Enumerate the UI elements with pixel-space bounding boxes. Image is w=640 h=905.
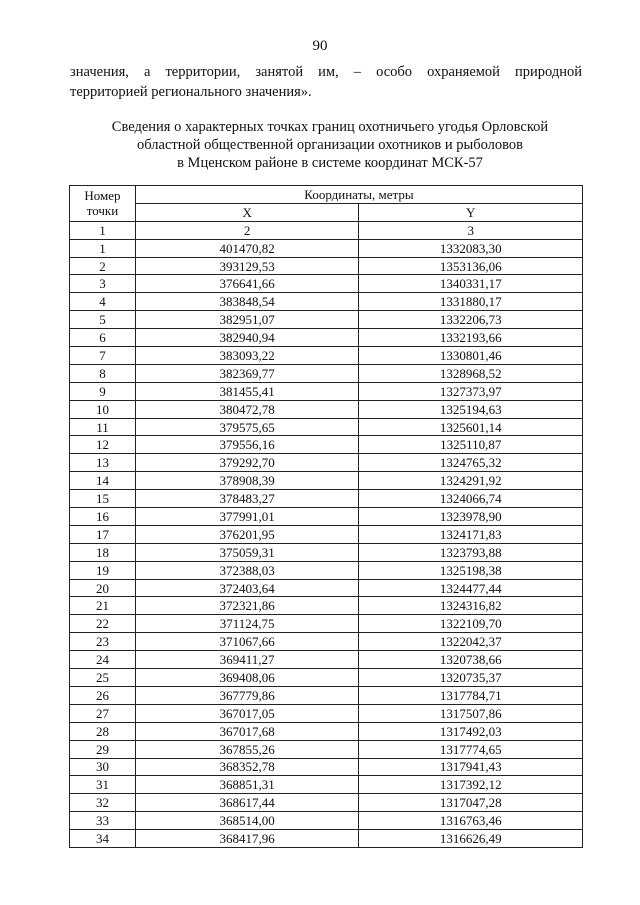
column-number: 2: [135, 221, 359, 239]
point-number-cell: 14: [70, 472, 136, 490]
y-coordinate-cell: 1331880,17: [359, 293, 583, 311]
y-coordinate-cell: 1327373,97: [359, 382, 583, 400]
y-coordinate-cell: 1323793,88: [359, 543, 583, 561]
y-header: Y: [359, 203, 583, 221]
x-coordinate-cell: 382951,07: [135, 311, 359, 329]
x-coordinate-cell: 377991,01: [135, 508, 359, 526]
point-number-cell: 19: [70, 561, 136, 579]
table-row: [70, 651, 583, 669]
table-row: [70, 597, 583, 615]
table-row: [70, 722, 583, 740]
y-coordinate-cell: 1325198,38: [359, 561, 583, 579]
table-row: [70, 293, 583, 311]
table-row: [70, 830, 583, 848]
table-body: [70, 239, 583, 847]
table-row: [70, 275, 583, 293]
x-coordinate-cell: 367855,26: [135, 740, 359, 758]
table-row: [70, 400, 583, 418]
y-coordinate-cell: 1322042,37: [359, 633, 583, 651]
y-coordinate-cell: 1317492,03: [359, 722, 583, 740]
table-heading: [60, 118, 600, 172]
point-number-cell: 5: [70, 311, 136, 329]
column-numbers-row: [70, 221, 583, 239]
x-coordinate-cell: 383093,22: [135, 347, 359, 365]
table-row: [70, 347, 583, 365]
point-number-cell: 21: [70, 597, 136, 615]
intro-line: территорией регионального значения».: [70, 84, 312, 100]
y-coordinate-cell: 1317941,43: [359, 758, 583, 776]
table-row: [70, 257, 583, 275]
x-coordinate-cell: 376201,95: [135, 525, 359, 543]
table-row: [70, 579, 583, 597]
table-row: [70, 454, 583, 472]
point-number-cell: 32: [70, 794, 136, 812]
column-number: 3: [359, 221, 583, 239]
x-coordinate-cell: 368417,96: [135, 830, 359, 848]
y-coordinate-cell: 1324291,92: [359, 472, 583, 490]
point-number-cell: 27: [70, 704, 136, 722]
x-coordinate-cell: 401470,82: [135, 239, 359, 257]
point-number-cell: 34: [70, 830, 136, 848]
intro-line: значения, а территории, занятой им, – особо охраняемой природной: [70, 64, 582, 80]
table-row: [70, 561, 583, 579]
table-row: [70, 633, 583, 651]
point-number-cell: 16: [70, 508, 136, 526]
point-number-header-line: точки: [86, 203, 119, 219]
point-number-cell: 26: [70, 686, 136, 704]
x-coordinate-cell: 393129,53: [135, 257, 359, 275]
x-coordinate-cell: 378483,27: [135, 490, 359, 508]
point-number-cell: 1: [70, 239, 136, 257]
table-row: [70, 490, 583, 508]
table-row: [70, 382, 583, 400]
y-coordinate-cell: 1324477,44: [359, 579, 583, 597]
y-coordinate-cell: 1324171,83: [359, 525, 583, 543]
coordinates-table: [69, 185, 583, 848]
table-row: [70, 794, 583, 812]
point-number-cell: 28: [70, 722, 136, 740]
y-coordinate-cell: 1332193,66: [359, 329, 583, 347]
y-coordinate-cell: 1320735,37: [359, 669, 583, 687]
x-coordinate-cell: 369411,27: [135, 651, 359, 669]
y-coordinate-cell: 1317047,28: [359, 794, 583, 812]
y-coordinate-cell: 1316626,49: [359, 830, 583, 848]
table-row: [70, 776, 583, 794]
y-coordinate-cell: 1317507,86: [359, 704, 583, 722]
page-number: 90: [312, 38, 328, 54]
x-coordinate-cell: 381455,41: [135, 382, 359, 400]
x-coordinate-cell: 379575,65: [135, 418, 359, 436]
y-coordinate-cell: 1324316,82: [359, 597, 583, 615]
column-number: 1: [70, 221, 136, 239]
x-coordinate-cell: 382369,77: [135, 364, 359, 382]
x-coordinate-cell: 371067,66: [135, 633, 359, 651]
table-row: [70, 436, 583, 454]
y-coordinate-cell: 1322109,70: [359, 615, 583, 633]
y-coordinate-cell: 1353136,06: [359, 257, 583, 275]
x-coordinate-cell: 375059,31: [135, 543, 359, 561]
x-coordinate-cell: 376641,66: [135, 275, 359, 293]
y-coordinate-cell: 1317784,71: [359, 686, 583, 704]
table-row: [70, 329, 583, 347]
point-number-cell: 33: [70, 812, 136, 830]
table-row: [70, 669, 583, 687]
table-row: [70, 704, 583, 722]
point-number-cell: 7: [70, 347, 136, 365]
x-coordinate-cell: 367017,68: [135, 722, 359, 740]
heading-line: областной общественной организации охотников и рыболовов: [137, 137, 523, 153]
table-row: [70, 812, 583, 830]
heading-line: в Мценском районе в системе координат МСК-57: [177, 155, 483, 171]
table-row: [70, 525, 583, 543]
x-coordinate-cell: 380472,78: [135, 400, 359, 418]
table-row: [70, 543, 583, 561]
point-number-cell: 13: [70, 454, 136, 472]
x-coordinate-cell: 368514,00: [135, 812, 359, 830]
x-coordinate-cell: 382940,94: [135, 329, 359, 347]
point-number-cell: 20: [70, 579, 136, 597]
coordinates-header: Координаты, метры: [135, 186, 582, 204]
table-row: [70, 686, 583, 704]
x-coordinate-cell: 368352,78: [135, 758, 359, 776]
point-number-cell: 31: [70, 776, 136, 794]
y-coordinate-cell: 1330801,46: [359, 347, 583, 365]
y-coordinate-cell: 1325194,63: [359, 400, 583, 418]
x-coordinate-cell: 372403,64: [135, 579, 359, 597]
y-coordinate-cell: 1325601,14: [359, 418, 583, 436]
point-number-cell: 3: [70, 275, 136, 293]
y-coordinate-cell: 1317392,12: [359, 776, 583, 794]
y-coordinate-cell: 1340331,17: [359, 275, 583, 293]
x-coordinate-cell: 371124,75: [135, 615, 359, 633]
table-row: [70, 239, 583, 257]
intro-paragraph: [70, 62, 582, 102]
x-header: X: [135, 203, 359, 221]
point-number-cell: 22: [70, 615, 136, 633]
x-coordinate-cell: 372321,86: [135, 597, 359, 615]
y-coordinate-cell: 1317774,65: [359, 740, 583, 758]
x-coordinate-cell: 379292,70: [135, 454, 359, 472]
table-row: [70, 615, 583, 633]
point-number-cell: 10: [70, 400, 136, 418]
point-number-cell: 8: [70, 364, 136, 382]
x-coordinate-cell: 369408,06: [135, 669, 359, 687]
point-number-cell: 24: [70, 651, 136, 669]
y-coordinate-cell: 1332206,73: [359, 311, 583, 329]
x-coordinate-cell: 378908,39: [135, 472, 359, 490]
point-number-cell: 4: [70, 293, 136, 311]
table-header-row: [70, 203, 583, 221]
table-header-row: [70, 186, 583, 204]
point-number-cell: 12: [70, 436, 136, 454]
heading-line: Сведения о характерных точках границ охотничьего угодья Орловской: [111, 119, 549, 135]
table-row: [70, 472, 583, 490]
point-number-cell: 25: [70, 669, 136, 687]
y-coordinate-cell: 1316763,46: [359, 812, 583, 830]
point-number-cell: 18: [70, 543, 136, 561]
x-coordinate-cell: 367779,86: [135, 686, 359, 704]
x-coordinate-cell: 379556,16: [135, 436, 359, 454]
point-number-header-line: Номер: [84, 188, 121, 204]
table-row: [70, 740, 583, 758]
x-coordinate-cell: 367017,05: [135, 704, 359, 722]
point-number-cell: 23: [70, 633, 136, 651]
table-row: [70, 418, 583, 436]
table-row: [70, 508, 583, 526]
point-number-cell: 15: [70, 490, 136, 508]
y-coordinate-cell: 1325110,87: [359, 436, 583, 454]
table-row: [70, 311, 583, 329]
point-number-cell: 11: [70, 418, 136, 436]
table-row: [70, 758, 583, 776]
x-coordinate-cell: 368617,44: [135, 794, 359, 812]
x-coordinate-cell: 383848,54: [135, 293, 359, 311]
point-number-header: [70, 186, 136, 222]
y-coordinate-cell: 1324765,32: [359, 454, 583, 472]
point-number-cell: 2: [70, 257, 136, 275]
x-coordinate-cell: 372388,03: [135, 561, 359, 579]
y-coordinate-cell: 1328968,52: [359, 364, 583, 382]
point-number-cell: 29: [70, 740, 136, 758]
point-number-cell: 17: [70, 525, 136, 543]
point-number-cell: 30: [70, 758, 136, 776]
point-number-cell: 6: [70, 329, 136, 347]
y-coordinate-cell: 1324066,74: [359, 490, 583, 508]
y-coordinate-cell: 1332083,30: [359, 239, 583, 257]
y-coordinate-cell: 1320738,66: [359, 651, 583, 669]
point-number-cell: 9: [70, 382, 136, 400]
table-row: [70, 364, 583, 382]
y-coordinate-cell: 1323978,90: [359, 508, 583, 526]
x-coordinate-cell: 368851,31: [135, 776, 359, 794]
